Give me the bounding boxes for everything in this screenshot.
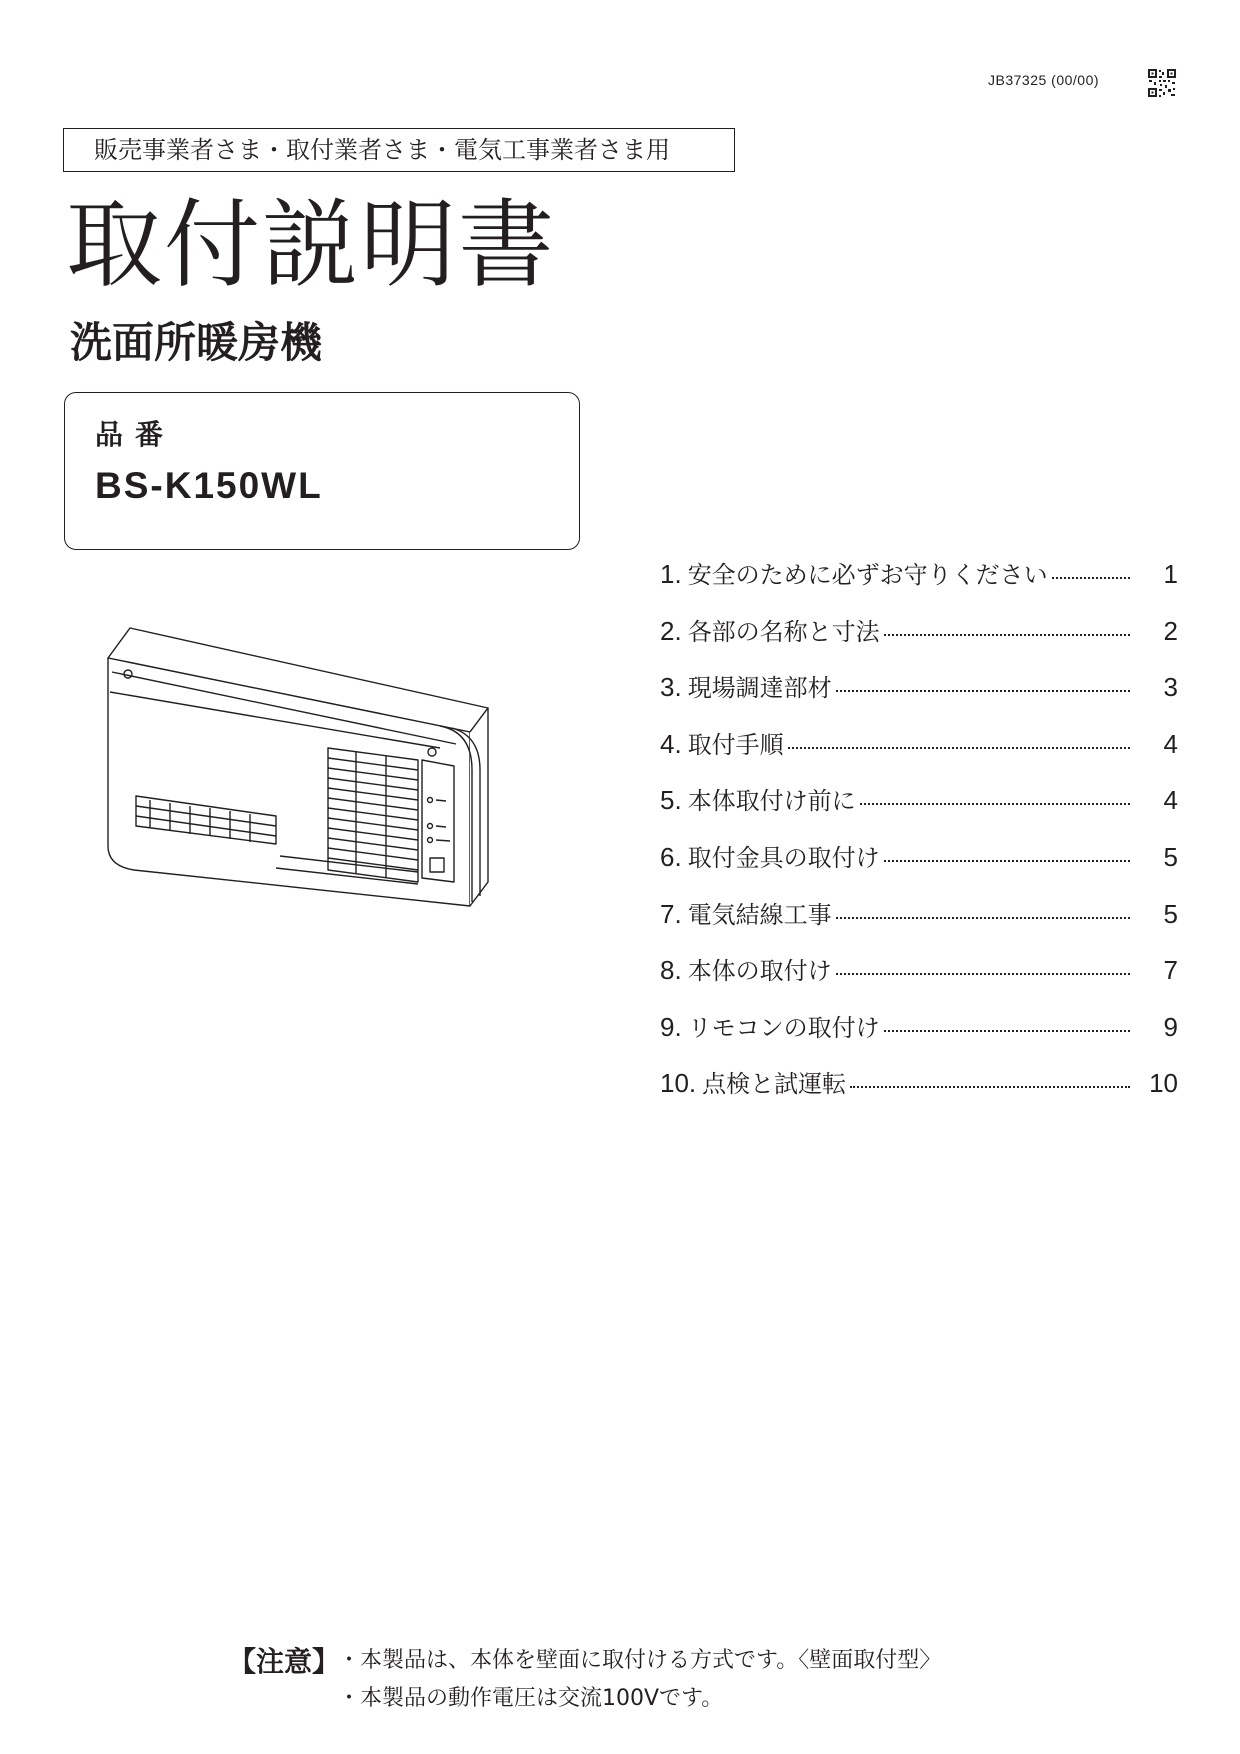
model-number: BS-K150WL bbox=[95, 465, 323, 506]
toc-item-title: 安全のために必ずお守りください bbox=[687, 561, 1048, 589]
toc-item-page: 5 bbox=[1163, 841, 1178, 872]
toc-item-leader bbox=[860, 803, 1130, 805]
toc-item-title: リモコンの取付け bbox=[687, 1013, 880, 1042]
qr-code-icon bbox=[1147, 68, 1177, 98]
page-title: 取付説明書 bbox=[66, 189, 556, 301]
notice-label: 【注意】 bbox=[228, 1645, 341, 1678]
toc-item bbox=[660, 725, 1180, 782]
toc-item-number: 7. bbox=[660, 898, 682, 929]
model-box bbox=[64, 392, 580, 550]
toc-item-leader bbox=[1052, 577, 1130, 579]
notice-lines bbox=[338, 1642, 941, 1718]
toc-item-number: 4. bbox=[660, 728, 682, 759]
toc-item bbox=[660, 1064, 1180, 1121]
toc-item bbox=[660, 838, 1180, 895]
toc-item-leader bbox=[884, 1030, 1130, 1032]
toc-item-leader bbox=[884, 634, 1130, 636]
product-subtitle: 洗面所暖房機 bbox=[70, 318, 323, 367]
notice-line: ・ 本製品の動作電圧は交流100Vです。 bbox=[338, 1680, 941, 1718]
toc-item bbox=[660, 895, 1180, 952]
toc-item-page: 1 bbox=[1163, 559, 1178, 589]
toc-item bbox=[660, 951, 1180, 1008]
toc-item bbox=[660, 668, 1180, 725]
model-label: 品番 bbox=[95, 418, 176, 451]
toc-item-page: 2 bbox=[1163, 615, 1178, 646]
toc-item-page: 9 bbox=[1163, 1011, 1178, 1042]
audience-box: 販売事業者さま・取付業者さま・電気工事業者さま用 bbox=[63, 128, 735, 172]
toc-item-title: 各部の名称と寸法 bbox=[687, 617, 880, 646]
toc-item-title: 本体の取付け bbox=[687, 957, 832, 986]
toc-item-title: 取付手順 bbox=[687, 730, 784, 759]
toc-item-page: 5 bbox=[1163, 898, 1178, 929]
toc-item-number: 3. bbox=[660, 672, 682, 703]
toc-item-leader bbox=[836, 973, 1130, 975]
toc-item-number: 2. bbox=[660, 615, 682, 646]
toc-item bbox=[660, 612, 1180, 669]
toc-item-title: 本体取付け前に bbox=[687, 787, 856, 816]
toc-item-title: 点検と試運転 bbox=[702, 1070, 847, 1099]
wall-heater-illustration bbox=[100, 620, 500, 916]
toc-item-number: 10. bbox=[660, 1068, 697, 1099]
document-code: JB37325 (00/00) bbox=[988, 72, 1100, 88]
toc-item-page: 4 bbox=[1163, 728, 1178, 759]
toc-item-number: 8. bbox=[660, 955, 682, 986]
toc-item-leader bbox=[884, 860, 1130, 862]
toc-item-leader bbox=[788, 747, 1130, 749]
toc-item-page: 4 bbox=[1163, 785, 1178, 816]
toc-item-number: 1. bbox=[660, 559, 682, 589]
toc-item bbox=[660, 1008, 1180, 1065]
toc-item-leader bbox=[836, 917, 1130, 919]
toc-item-page: 3 bbox=[1163, 672, 1178, 703]
toc-item-number: 9. bbox=[660, 1011, 682, 1042]
toc-item-page: 7 bbox=[1163, 955, 1178, 986]
toc-item-title: 現場調達部材 bbox=[687, 674, 832, 703]
toc-item-number: 5. bbox=[660, 785, 682, 816]
toc-item-leader bbox=[836, 690, 1130, 692]
toc-item bbox=[660, 781, 1180, 838]
toc-item-page: 10 bbox=[1149, 1068, 1178, 1099]
toc-item-title: 電気結線工事 bbox=[687, 900, 832, 929]
notice-line: ・ 本製品は、本体を壁面に取付ける方式です。〈壁面取付型〉 bbox=[338, 1642, 941, 1680]
toc-item-number: 6. bbox=[660, 841, 682, 872]
toc-item-title: 取付金具の取付け bbox=[687, 843, 880, 872]
toc-item bbox=[660, 555, 1180, 612]
table-of-contents bbox=[660, 555, 1180, 1121]
toc-item-leader bbox=[850, 1086, 1130, 1088]
